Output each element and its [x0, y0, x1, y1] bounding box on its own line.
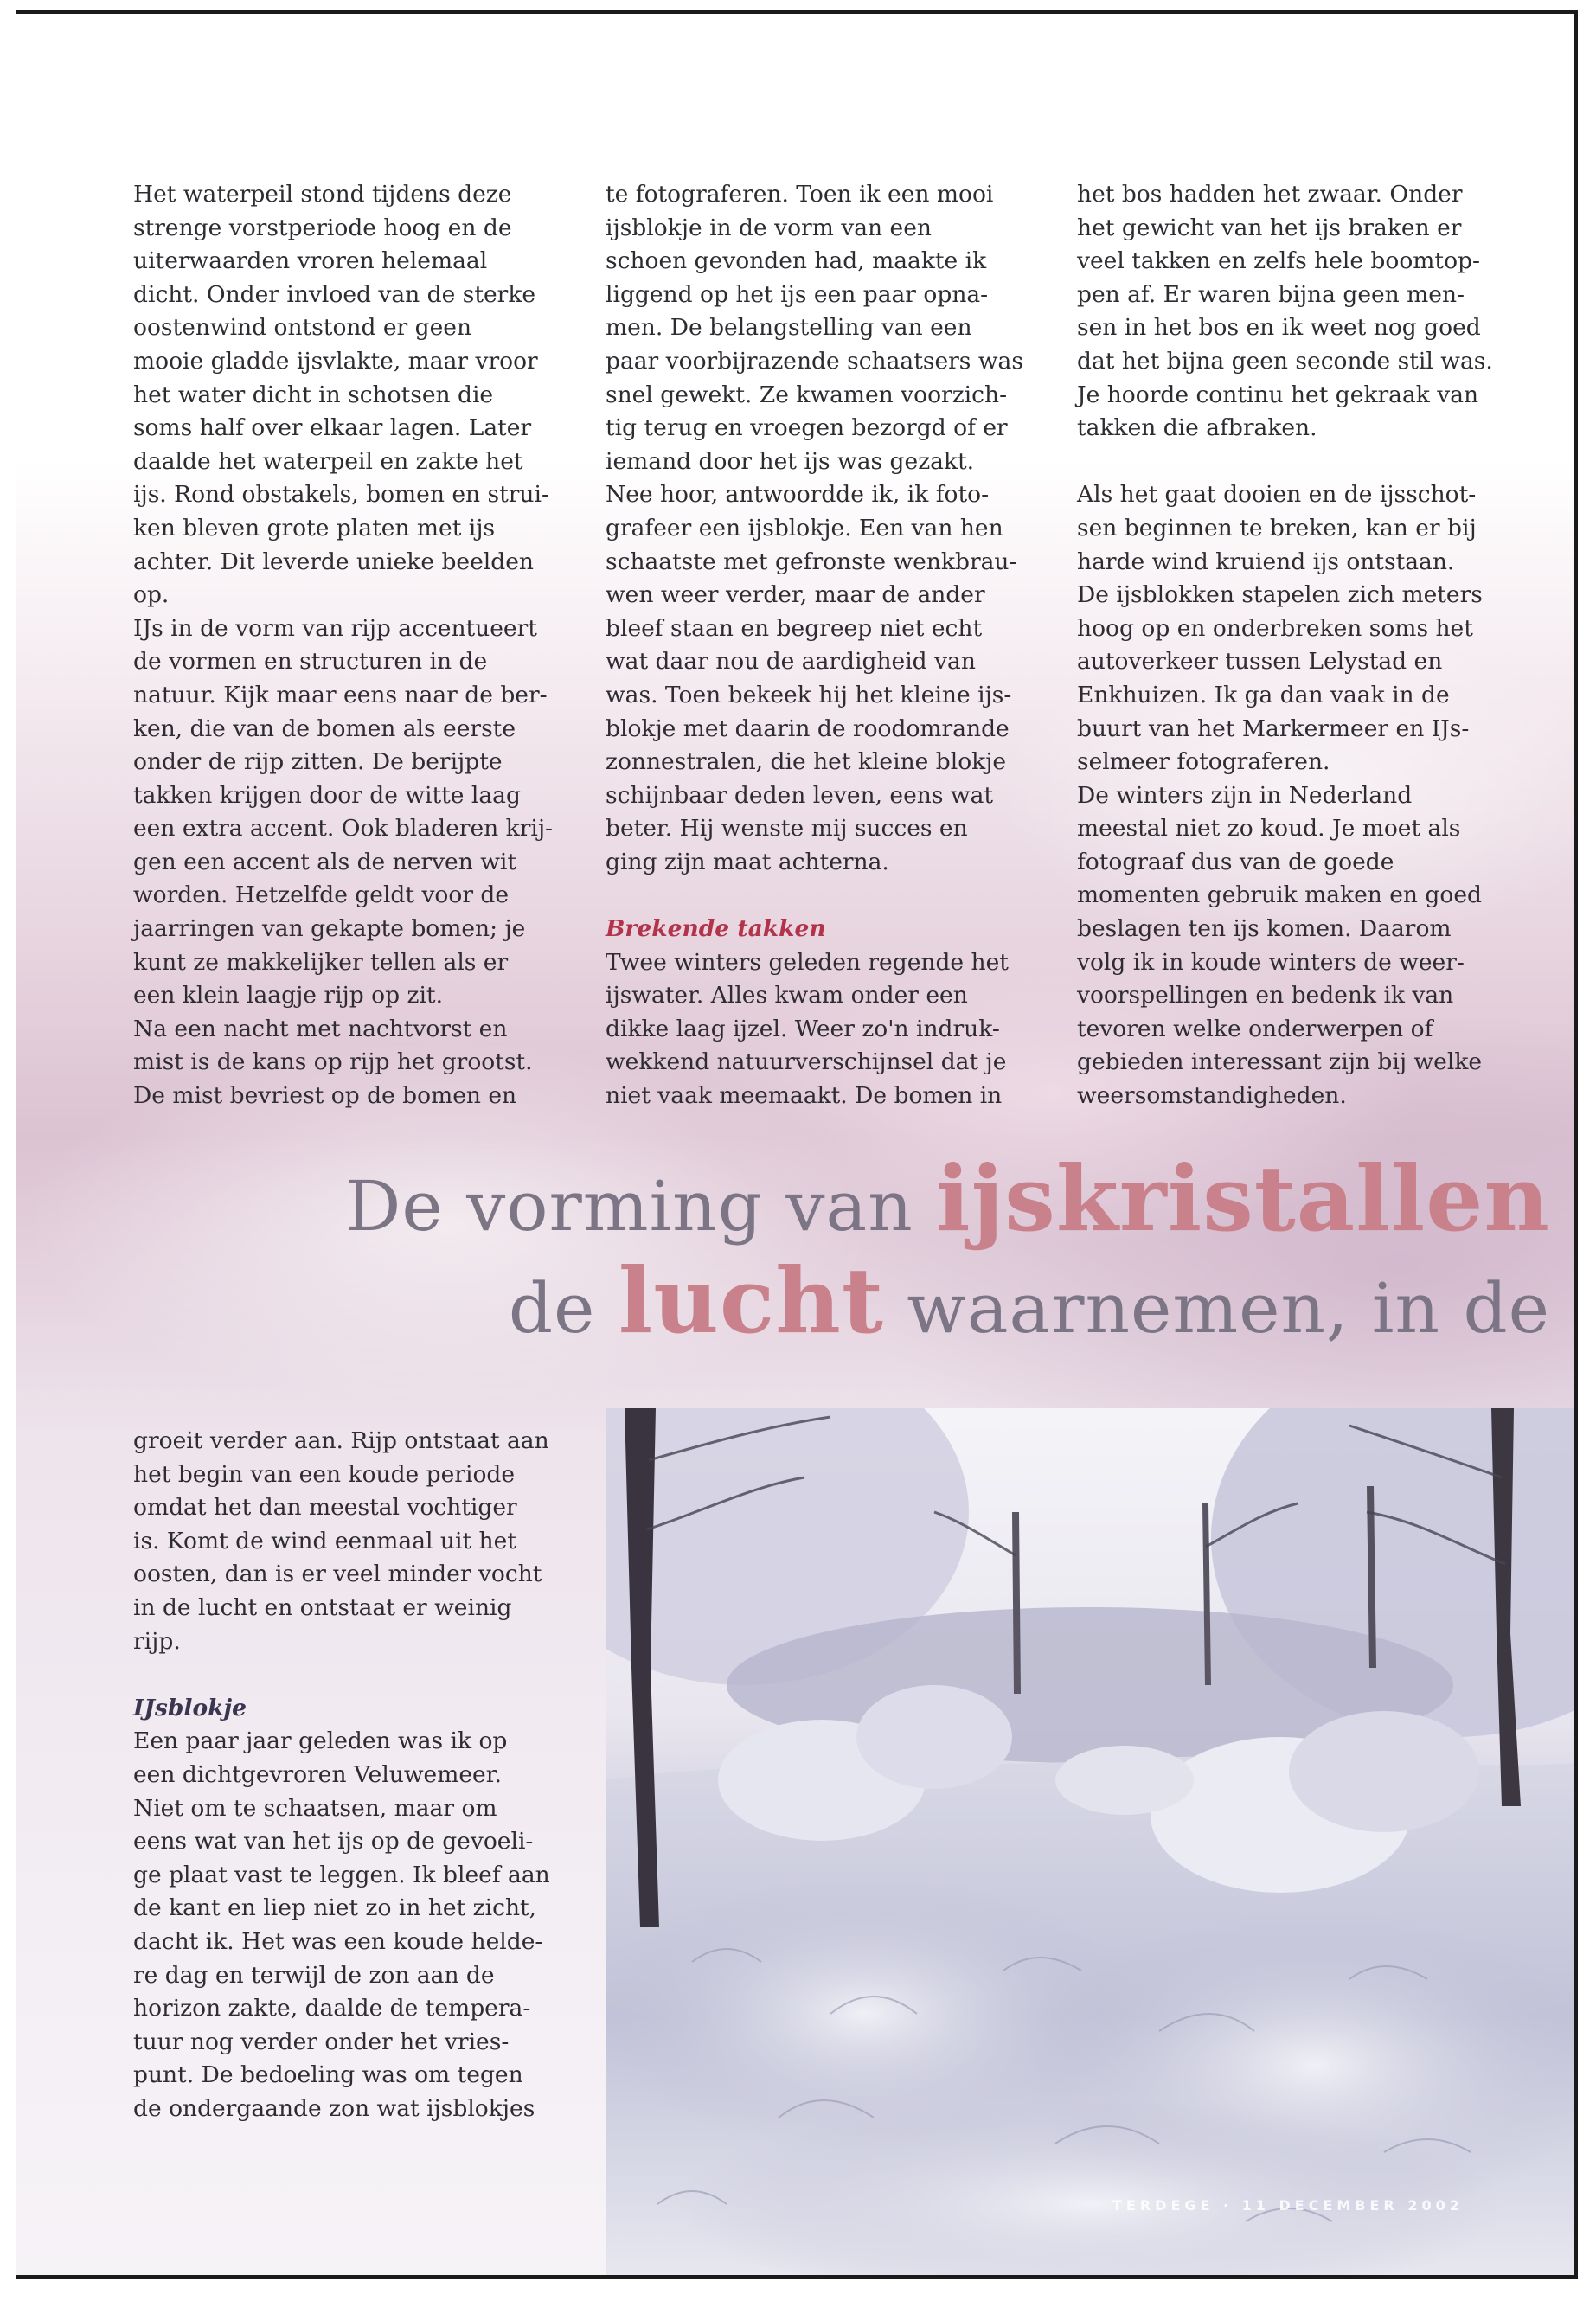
subheading-brekende-takken: Brekende takken: [606, 915, 826, 943]
text-line: tevoren welke onderwerpen of: [1077, 1015, 1433, 1042]
text-line: sen in het bos en ik weet nog goed: [1077, 314, 1481, 342]
text-line: de vormen en structuren in de: [133, 648, 488, 676]
text-line: schoen gevonden had, maakte ik: [606, 247, 987, 275]
text-line: blokje met daarin de roodomrande: [606, 715, 1010, 742]
text-line: niet vaak meemaakt. De bomen in: [606, 1082, 1003, 1110]
text-line: het gewicht van het ijs braken er: [1077, 214, 1462, 241]
text-line: liggend op het ijs een paar opna-: [606, 280, 989, 308]
text-line: veel takken en zelfs hele boomtop-: [1077, 247, 1480, 275]
snowy-forest-illustration: [606, 1408, 1578, 2277]
text-line: daalde het waterpeil en zakte het: [133, 447, 523, 475]
snowy-forest-photo: [606, 1408, 1578, 2277]
headline-line-2-light-a: de: [508, 1268, 619, 1349]
text-line: wat daar nou de aardigheid van: [606, 648, 976, 676]
text-line: sen beginnen te breken, kan er bij: [1077, 514, 1477, 542]
text-line: onder de rijp zitten. De berijpte: [133, 748, 503, 776]
column-4-lines: [133, 1425, 583, 1658]
text-line: een dichtgevroren Veluwemeer.: [133, 1760, 502, 1788]
article-column-1: [133, 178, 583, 1113]
text-line: Na een nacht met nachtvorst en: [133, 1015, 508, 1042]
text-line: ijswater. Alles kwam onder een: [606, 982, 968, 1009]
article-column-3: [1077, 178, 1561, 1113]
text-line: oosten, dan is er veel minder vocht: [133, 1561, 542, 1588]
headline-line-1-light: De vorming van: [345, 1166, 937, 1247]
text-line: Een paar jaar geleden was ik op: [133, 1727, 508, 1755]
text-line: is. Komt de wind eenmaal uit het: [133, 1527, 516, 1554]
text-line: IJs in de vorm van rijp accentueert: [133, 614, 537, 642]
text-line: Niet om te schaatsen, maar om: [133, 1794, 497, 1822]
text-line: dicht. Onder invloed van de sterke: [133, 280, 536, 308]
scan-border-top: [16, 10, 1578, 14]
text-line: natuur. Kijk maar eens naar de ber-: [133, 681, 548, 708]
text-line: De ijsblokken stapelen zich meters: [1077, 581, 1483, 609]
text-line: te fotograferen. Toen ik een mooi: [606, 181, 994, 208]
text-line: in de lucht en ontstaat er weinig: [133, 1593, 512, 1621]
text-line: tig terug en vroegen bezorgd of er: [606, 414, 1008, 442]
text-line: soms half over elkaar lagen. Later: [133, 414, 532, 442]
text-line: dat het bijna geen seconde stil was.: [1077, 347, 1493, 375]
text-line: het water dicht in schotsen die: [133, 381, 494, 408]
column-3-lines: [1077, 178, 1561, 445]
headline-line-2-light-b: waarnemen, in de: [883, 1268, 1550, 1349]
text-line: worden. Hetzelfde geldt voor de: [133, 881, 510, 909]
text-line: men. De belangstelling van een: [606, 314, 972, 342]
text-line: selmeer fotograferen.: [1077, 748, 1330, 776]
headline-ijskristallen: ijskristallen: [936, 1145, 1550, 1252]
column-3-lines-2: [1077, 478, 1561, 1112]
text-line: wekkend natuurverschijnsel dat je: [606, 1048, 1007, 1076]
text-line: ken bleven grote platen met ijs: [133, 514, 496, 542]
text-line: punt. De bedoeling was om tegen: [133, 2061, 523, 2089]
column-1-lines: [133, 178, 583, 1113]
text-line: het bos hadden het zwaar. Onder: [1077, 181, 1463, 208]
article-column-4: [133, 1425, 583, 2125]
text-line: autoverkeer tussen Lelystad en: [1077, 648, 1443, 676]
text-line: tuur nog verder onder het vries-: [133, 2028, 510, 2055]
text-line: een extra accent. Ook bladeren krij-: [133, 815, 554, 843]
text-line: dacht ik. Het was een koude helde-: [133, 1927, 543, 1955]
text-line: mooie gladde ijsvlakte, maar vroor: [133, 347, 538, 375]
text-line: gen een accent als de nerven wit: [133, 848, 517, 875]
text-line: horizon zakte, daalde de tempera-: [133, 1995, 531, 2022]
text-line: De mist bevriest op de bomen en: [133, 1082, 517, 1110]
scan-border-bottom: [16, 2275, 1578, 2279]
headline-line-2: [509, 1247, 1550, 1354]
text-line: was. Toen bekeek hij het kleine ijs-: [606, 681, 1012, 708]
text-line: wen weer verder, maar de ander: [606, 581, 985, 609]
subheading-ijsblokje: IJsblokje: [133, 1694, 247, 1721]
text-line: voorspellingen en bedenk ik van: [1077, 982, 1454, 1009]
text-line: een klein laagje rijp op zit.: [133, 982, 443, 1009]
text-line: ijs. Rond obstakels, bomen en strui-: [133, 481, 549, 509]
text-line: de kant en liep niet zo in het zicht,: [133, 1894, 537, 1922]
text-line: schijnbaar deden leven, eens wat: [606, 781, 994, 809]
text-line: schaatste met gefronste wenkbrau-: [606, 548, 1017, 575]
text-line: oostenwind ontstond er geen: [133, 314, 472, 342]
text-line: Enkhuizen. Ik ga dan vaak in de: [1077, 681, 1450, 708]
text-line: fotograaf dus van de goede: [1077, 848, 1394, 875]
text-line: meestal niet zo koud. Je moet als: [1077, 815, 1461, 843]
text-line: uiterwaarden vroren helemaal: [133, 247, 488, 275]
text-line: snel gewekt. Ze kwamen voorzich-: [606, 381, 1008, 408]
text-line: beslagen ten ijs komen. Daarom: [1077, 915, 1452, 943]
text-line: kunt ze makkelijker tellen als er: [133, 948, 509, 976]
column-2-lines: [606, 178, 1055, 879]
text-line: omdat het dan meestal vochtiger: [133, 1494, 517, 1522]
magazine-page: [16, 12, 1578, 2277]
text-line: zonnestralen, die het kleine blokje: [606, 748, 1007, 776]
text-line: ken, die van de bomen als eerste: [133, 715, 516, 742]
text-line: rijp.: [133, 1627, 181, 1655]
text-line: Nee hoor, antwoordde ik, ik foto-: [606, 481, 990, 509]
text-line: takken die afbraken.: [1077, 414, 1317, 442]
text-line: jaarringen van gekapte bomen; je: [133, 915, 526, 943]
text-line: re dag en terwijl de zon aan de: [133, 1961, 495, 1989]
text-line: beter. Hij wenste mij succes en: [606, 815, 968, 843]
text-line: Je hoorde continu het gekraak van: [1077, 381, 1479, 408]
text-line: het begin van een koude periode: [133, 1460, 516, 1488]
text-line: grafeer een ijsblokje. Een van hen: [606, 514, 1003, 542]
text-line: Het waterpeil stond tijdens deze: [133, 181, 512, 208]
text-line: dikke laag ijzel. Weer zo'n indruk-: [606, 1015, 1000, 1042]
text-line: de ondergaande zon wat ijsblokjes: [133, 2094, 535, 2122]
text-line: iemand door het ijs was gezakt.: [606, 447, 975, 475]
text-line: pen af. Er waren bijna geen men-: [1077, 280, 1465, 308]
text-line: strenge vorstperiode hoog en de: [133, 214, 512, 241]
text-line: paar voorbijrazende schaatsers was: [606, 347, 1023, 375]
text-line: takken krijgen door de witte laag: [133, 781, 521, 809]
text-line: bleef staan en begreep niet echt: [606, 614, 983, 642]
column-4-lines-2: [133, 1725, 583, 2125]
text-line: groeit verder aan. Rijp ontstaat aan: [133, 1427, 549, 1454]
text-line: op.: [133, 581, 170, 609]
text-line: buurt van het Markermeer en IJs-: [1077, 715, 1470, 742]
headline-line-1: [345, 1145, 1550, 1252]
text-line: ge plaat vast te leggen. Ik bleef aan: [133, 1861, 550, 1888]
text-line: gebieden interessant zijn bij welke: [1077, 1048, 1483, 1076]
text-line: weersomstandigheden.: [1077, 1082, 1347, 1110]
text-line: Als het gaat dooien en de ijsschot-: [1077, 481, 1477, 509]
footer-magazine-date: TERDEGE · 11 DECEMBER 2002: [1112, 2197, 1464, 2214]
text-line: momenten gebruik maken en goed: [1077, 881, 1482, 909]
text-line: mist is de kans op rijp het grootst.: [133, 1048, 533, 1076]
column-2-lines-2: [606, 946, 1055, 1113]
text-line: ijsblokje in de vorm van een: [606, 214, 932, 241]
text-line: volg ik in koude winters de weer-: [1077, 948, 1465, 976]
text-line: Twee winters geleden regende het: [606, 948, 1009, 976]
text-line: ging zijn maat achterna.: [606, 848, 889, 875]
text-line: De winters zijn in Nederland: [1077, 781, 1413, 809]
text-line: hoog op en onderbreken soms het: [1077, 614, 1473, 642]
text-line: eens wat van het ijs op de gevoeli-: [133, 1828, 534, 1856]
text-line: achter. Dit leverde unieke beelden: [133, 548, 534, 575]
scan-border-right: [1574, 10, 1578, 2279]
text-line: harde wind kruiend ijs ontstaan.: [1077, 548, 1455, 575]
article-column-2: [606, 178, 1055, 1113]
headline-lucht: lucht: [618, 1247, 884, 1354]
